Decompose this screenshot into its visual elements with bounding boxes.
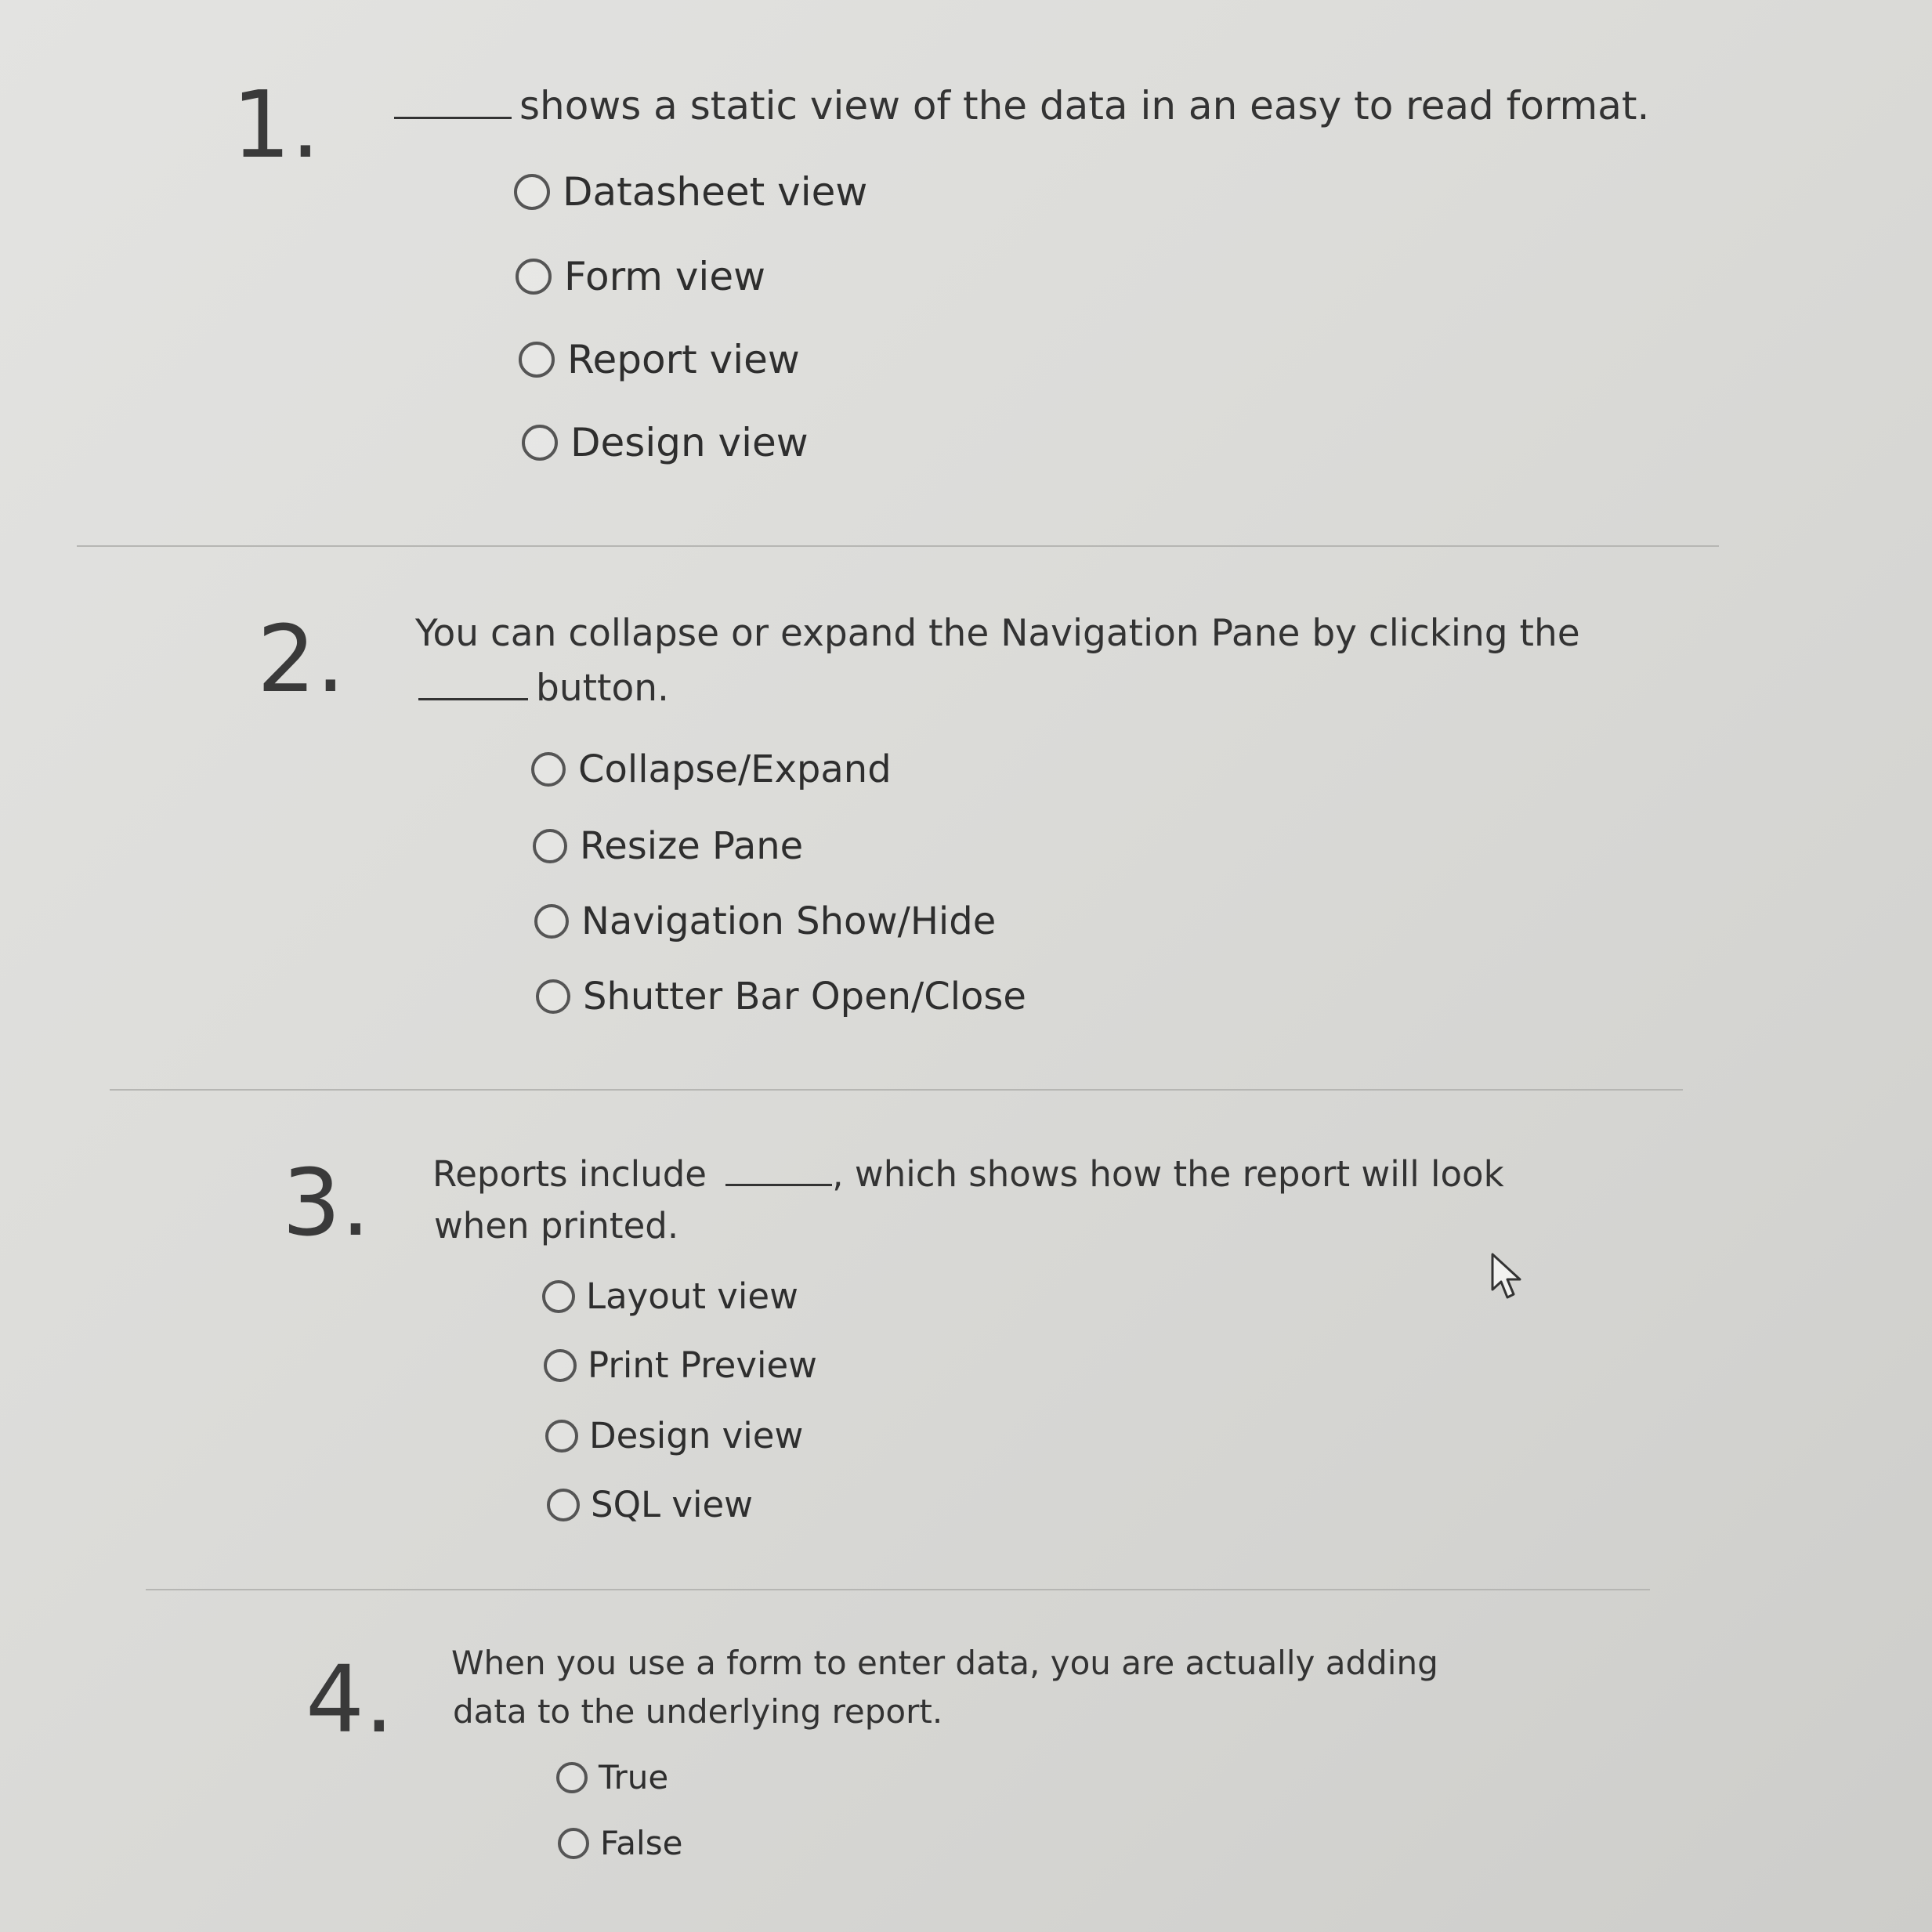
question-text: data to the underlying report. bbox=[453, 1692, 943, 1731]
radio-unselected-icon[interactable] bbox=[536, 979, 570, 1014]
radio-unselected-icon[interactable] bbox=[519, 342, 555, 378]
answer-option[interactable] bbox=[547, 1484, 753, 1525]
answer-option[interactable] bbox=[516, 254, 765, 299]
question-number: 2. bbox=[257, 605, 346, 713]
radio-unselected-icon[interactable] bbox=[534, 904, 569, 939]
radio-unselected-icon[interactable] bbox=[516, 259, 552, 295]
option-label: Design view bbox=[570, 420, 809, 465]
radio-unselected-icon[interactable] bbox=[542, 1280, 575, 1313]
answer-option[interactable] bbox=[542, 1275, 798, 1317]
option-label: Navigation Show/Hide bbox=[581, 899, 997, 943]
radio-unselected-icon[interactable] bbox=[533, 829, 567, 863]
question-number: 4. bbox=[306, 1645, 394, 1753]
question-text: shows a static view of the data in an easy to read format. bbox=[394, 78, 1649, 133]
option-label: Report view bbox=[567, 337, 800, 382]
radio-unselected-icon[interactable] bbox=[522, 425, 558, 461]
answer-option[interactable] bbox=[545, 1415, 803, 1456]
question-number: 3. bbox=[282, 1149, 371, 1257]
question-divider bbox=[77, 545, 1719, 547]
question-text: When you use a form to enter data, you are actually adding bbox=[451, 1644, 1438, 1682]
arrow-cursor-icon bbox=[1490, 1252, 1526, 1302]
radio-unselected-icon[interactable] bbox=[547, 1489, 580, 1521]
question-text: button. bbox=[418, 661, 669, 716]
question-text: when printed. bbox=[434, 1205, 679, 1246]
radio-unselected-icon[interactable] bbox=[558, 1828, 589, 1859]
option-label: Shutter Bar Open/Close bbox=[583, 975, 1026, 1018]
answer-option[interactable] bbox=[534, 899, 996, 943]
answer-option[interactable] bbox=[558, 1824, 682, 1862]
question-divider bbox=[110, 1089, 1683, 1091]
question-number: 1. bbox=[232, 71, 320, 179]
question-divider bbox=[146, 1589, 1650, 1590]
answer-option[interactable] bbox=[536, 975, 1026, 1018]
option-label: Layout view bbox=[586, 1275, 798, 1317]
radio-unselected-icon[interactable] bbox=[556, 1762, 588, 1793]
answer-option[interactable] bbox=[519, 337, 800, 382]
question-text: Reports include , which shows how the report will look bbox=[432, 1153, 1504, 1195]
option-label: SQL view bbox=[591, 1484, 753, 1525]
answer-blank bbox=[725, 1184, 832, 1186]
answer-option[interactable] bbox=[522, 420, 809, 465]
answer-blank bbox=[394, 117, 512, 119]
option-label: Collapse/Expand bbox=[578, 747, 892, 791]
answer-option[interactable] bbox=[556, 1758, 668, 1796]
answer-blank bbox=[418, 698, 528, 700]
answer-option[interactable] bbox=[533, 824, 803, 868]
answer-option[interactable] bbox=[514, 169, 867, 215]
answer-option[interactable] bbox=[531, 747, 892, 791]
radio-unselected-icon[interactable] bbox=[514, 174, 550, 210]
option-label: False bbox=[600, 1824, 683, 1862]
option-label: Print Preview bbox=[588, 1344, 817, 1386]
answer-option[interactable] bbox=[544, 1344, 817, 1386]
radio-unselected-icon[interactable] bbox=[544, 1349, 577, 1382]
question-text: You can collapse or expand the Navigation Pane by clicking the bbox=[415, 612, 1580, 655]
option-label: Datasheet view bbox=[563, 169, 868, 215]
radio-unselected-icon[interactable] bbox=[531, 752, 566, 787]
radio-unselected-icon[interactable] bbox=[545, 1420, 578, 1453]
option-label: Design view bbox=[589, 1415, 804, 1456]
option-label: True bbox=[599, 1758, 669, 1796]
option-label: Resize Pane bbox=[580, 824, 804, 868]
option-label: Form view bbox=[564, 254, 765, 299]
